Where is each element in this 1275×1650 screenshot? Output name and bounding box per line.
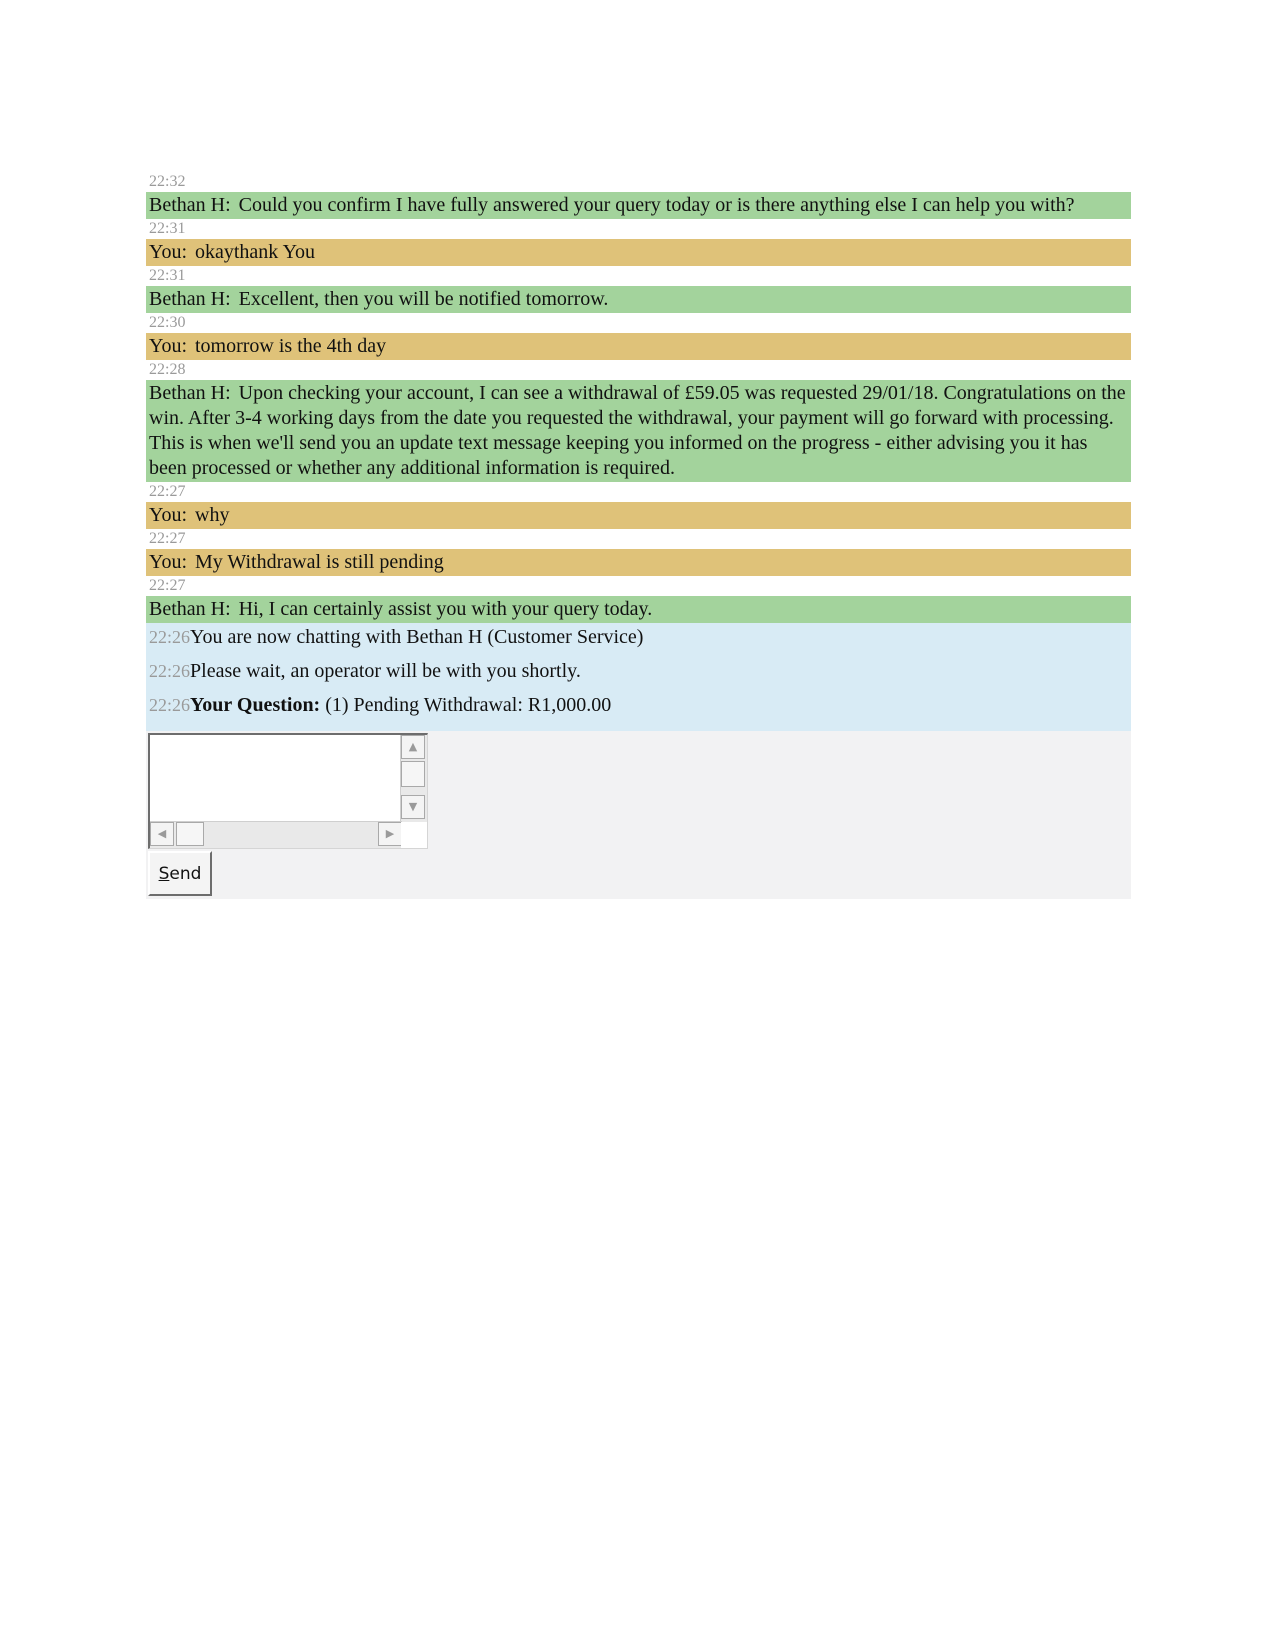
message-speaker: You: <box>149 241 187 263</box>
scroll-left-arrow-icon[interactable]: ◀ <box>150 822 174 846</box>
agent-message <box>146 286 1131 313</box>
message-timestamp: 22:31 <box>149 267 186 284</box>
system-text: (1) Pending Withdrawal: R1,000.00 <box>325 694 612 716</box>
message-text: My Withdrawal is still pending <box>195 551 444 573</box>
message-timestamp: 22:27 <box>149 577 186 594</box>
system-text: You are now chatting with Bethan H (Customer Service) <box>190 626 644 648</box>
message-text: Could you confirm I have fully answered your query today or is there anything else I can help you with? <box>238 194 1075 216</box>
message-timestamp: 22:28 <box>149 361 186 378</box>
user-message <box>146 239 1131 266</box>
message-text: Hi, I can certainly assist you with your query today. <box>238 598 653 620</box>
send-button[interactable] <box>148 851 212 896</box>
message-timestamp: 22:30 <box>149 314 186 331</box>
system-message-list <box>146 623 1131 731</box>
scroll-right-arrow-icon[interactable]: ▶ <box>378 822 402 846</box>
message-speaker: Bethan H: <box>149 194 231 216</box>
horizontal-scroll-thumb[interactable] <box>176 822 204 846</box>
question-label: Your Question: <box>190 694 321 716</box>
message-list <box>146 172 1131 623</box>
system-message <box>146 657 1131 691</box>
input-area <box>146 731 1131 899</box>
horizontal-scrollbar[interactable] <box>150 821 402 848</box>
user-message <box>146 502 1131 529</box>
message-timestamp: 22:27 <box>149 530 186 547</box>
message-speaker: You: <box>149 504 187 526</box>
system-message <box>146 623 1131 657</box>
vertical-scrollbar[interactable] <box>400 735 427 823</box>
agent-message <box>146 192 1131 219</box>
send-label-rest: end <box>169 864 202 884</box>
message-text: why <box>195 504 230 526</box>
scrollbar-corner <box>401 822 427 848</box>
user-message <box>146 549 1131 576</box>
message-text: Upon checking your account, I can see a withdrawal of £59.05 was requested 29/01/18. Congratulations on the win. After 3-4 working days from the date you requested the withdrawal, your payment will go forward with processing. This is when we'll send you an update text message keeping you informed on the progress - either advising you it has been processed or whether any additional information is required. <box>149 382 1126 479</box>
message-speaker: Bethan H: <box>149 382 231 404</box>
message-timestamp: 22:27 <box>149 483 186 500</box>
message-speaker: You: <box>149 335 187 357</box>
system-timestamp: 22:26 <box>149 627 191 647</box>
scroll-up-arrow-icon[interactable]: ▲ <box>401 735 425 759</box>
agent-message <box>146 596 1131 623</box>
message-timestamp: 22:31 <box>149 220 186 237</box>
message-text: okaythank You <box>195 241 316 263</box>
message-speaker: You: <box>149 551 187 573</box>
vertical-scroll-thumb[interactable] <box>401 761 425 787</box>
message-input[interactable] <box>150 735 404 827</box>
system-timestamp: 22:26 <box>149 661 191 681</box>
user-message <box>146 333 1131 360</box>
message-speaker: Bethan H: <box>149 598 231 620</box>
message-text: tomorrow is the 4th day <box>195 335 387 357</box>
message-textbox[interactable] <box>148 733 428 849</box>
scroll-down-arrow-icon[interactable]: ▼ <box>401 795 425 819</box>
chat-transcript <box>146 172 1131 899</box>
message-timestamp: 22:32 <box>149 173 186 190</box>
message-speaker: Bethan H: <box>149 288 231 310</box>
system-text: Please wait, an operator will be with you shortly. <box>190 660 581 682</box>
agent-message <box>146 380 1131 482</box>
message-text: Excellent, then you will be notified tomorrow. <box>238 288 609 310</box>
system-timestamp: 22:26 <box>149 695 191 715</box>
system-message <box>146 691 1131 725</box>
send-label-accesskey: S <box>158 864 170 884</box>
